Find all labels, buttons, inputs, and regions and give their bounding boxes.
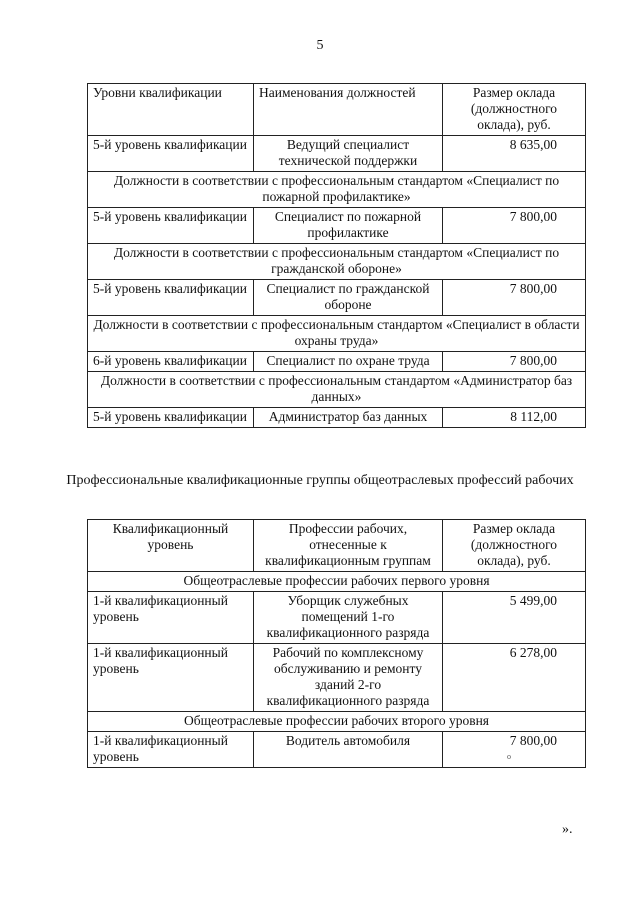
- salary-cell: 7 800,00: [443, 208, 586, 244]
- table-header-row: [88, 84, 586, 136]
- table-row: [88, 208, 586, 244]
- header-cell: Размер оклада (должностного оклада), руб.: [443, 84, 586, 136]
- table-row: [88, 408, 586, 428]
- scan-mark: о: [507, 752, 511, 761]
- table-row: [88, 644, 586, 712]
- qualification-table-2: [87, 519, 586, 768]
- salary-cell: 8 112,00: [443, 408, 586, 428]
- header-cell: Уровни квалификации: [88, 84, 254, 136]
- position-cell: Специалист по гражданской обороне: [254, 280, 443, 316]
- level-cell: 5-й уровень квалификации: [88, 136, 254, 172]
- header-cell: Квалификационный уровень: [88, 520, 254, 572]
- header-cell: Наименования должностей: [254, 84, 443, 136]
- salary-cell: 5 499,00: [443, 592, 586, 644]
- level-cell: 5-й уровень квалификации: [88, 208, 254, 244]
- section-row: [88, 372, 586, 408]
- position-cell: Администратор баз данных: [254, 408, 443, 428]
- profession-cell: Уборщик служебных помещений 1-го квалификационного разряда: [254, 592, 443, 644]
- level-cell: 1-й квалификационный уровень: [88, 732, 254, 768]
- section-cell: Должности в соответствии с профессиональным стандартом «Специалист по гражданской обороне»: [88, 244, 586, 280]
- header-cell: Размер оклада (должностного оклада), руб.: [443, 520, 586, 572]
- level-cell: 5-й уровень квалификации: [88, 408, 254, 428]
- table-row: [88, 732, 586, 768]
- level-cell: 1-й квалификационный уровень: [88, 592, 254, 644]
- section-row: [88, 244, 586, 280]
- salary-cell: 7 800,00: [443, 280, 586, 316]
- section-cell: Должности в соответствии с профессиональным стандартом «Специалист в области охраны труда»: [88, 316, 586, 352]
- salary-cell: 7 800,00: [443, 352, 586, 372]
- salary-cell: 8 635,00: [443, 136, 586, 172]
- table-header-row: [88, 520, 586, 572]
- table-row: [88, 352, 586, 372]
- position-cell: Специалист по охране труда: [254, 352, 443, 372]
- table-row: [88, 280, 586, 316]
- level-cell: 1-й квалификационный уровень: [88, 644, 254, 712]
- level-cell: 6-й уровень квалификации: [88, 352, 254, 372]
- section-title: Профессиональные квалификационные группы общеотраслевых профессий рабочих: [66, 473, 574, 488]
- page-number: 5: [316, 38, 324, 53]
- table-row: [88, 592, 586, 644]
- section-cell: Должности в соответствии с профессиональным стандартом «Специалист по пожарной профилактике»: [88, 172, 586, 208]
- closing-quote: ».: [562, 822, 573, 837]
- salary-cell: 7 800,00: [443, 732, 586, 768]
- group-cell: Общеотраслевые профессии рабочих второго уровня: [88, 712, 586, 732]
- header-cell: Профессии рабочих, отнесенные к квалификационным группам: [254, 520, 443, 572]
- group-cell: Общеотраслевые профессии рабочих первого уровня: [88, 572, 586, 592]
- level-cell: 5-й уровень квалификации: [88, 280, 254, 316]
- qualification-table-1: [87, 83, 586, 428]
- profession-cell: Водитель автомобиля: [254, 732, 443, 768]
- position-cell: Специалист по пожарной профилактике: [254, 208, 443, 244]
- section-cell: Должности в соответствии с профессиональным стандартом «Администратор баз данных»: [88, 372, 586, 408]
- profession-cell: Рабочий по комплексному обслуживанию и ремонту зданий 2-го квалификационного разряда: [254, 644, 443, 712]
- position-cell: Ведущий специалист технической поддержки: [254, 136, 443, 172]
- section-row: [88, 172, 586, 208]
- group-row: [88, 572, 586, 592]
- table-row: [88, 136, 586, 172]
- salary-cell: 6 278,00: [443, 644, 586, 712]
- group-row: [88, 712, 586, 732]
- section-row: [88, 316, 586, 352]
